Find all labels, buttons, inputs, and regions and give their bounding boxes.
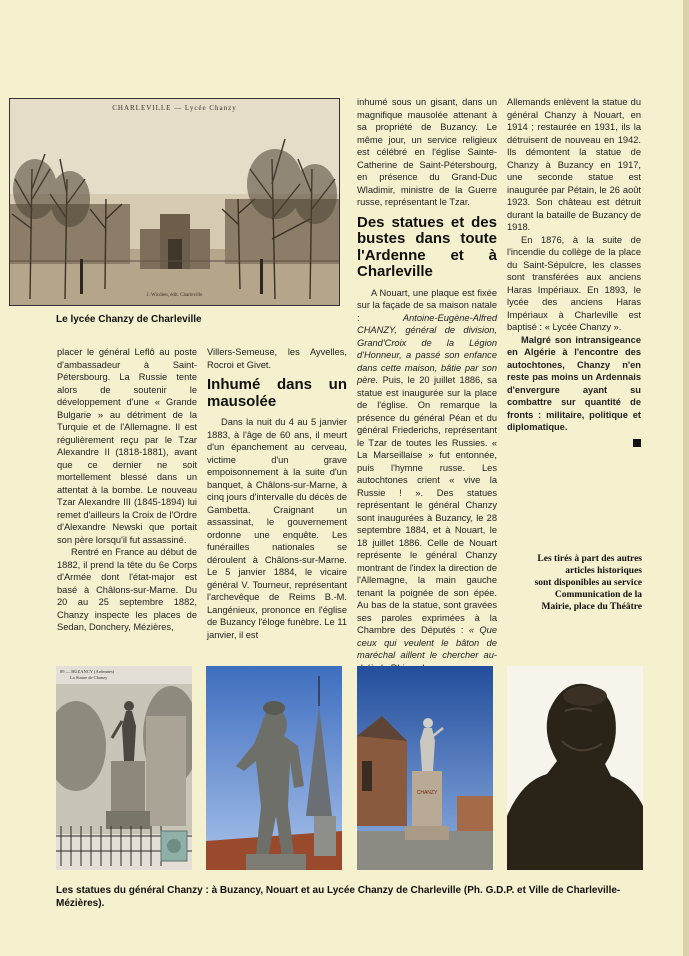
reprints-note <box>470 553 642 613</box>
column-b <box>207 346 347 641</box>
note-line-3: sont disponibles au service <box>534 578 642 588</box>
column-d <box>507 96 641 450</box>
bust-drawing <box>507 666 643 870</box>
column-a-paragraph-2: Rentré en France au début de 1882, il prend la tête du 6e Corps d'Armée dont l'état-major est basé à Châlons-sur-Marne. Du 20 au 25 septembre 1882, Chanzy inspecte les places de Sedan, Donchery, Mézières, <box>57 547 197 632</box>
buzancy-postcard-photo <box>56 666 192 870</box>
note-line-5: Mairie, place du Théâtre <box>541 602 642 612</box>
nouart-square-statue-photo <box>357 666 493 870</box>
heading-statues-bustes: Des statues et des bustes dans toute l'Ardenne et à Charleville <box>357 213 497 280</box>
end-of-article-mark <box>633 439 641 447</box>
column-b-paragraph-1: Villers-Semeuse, les Ayvelles, Rocroi et Givet. <box>207 347 347 370</box>
page-edge <box>683 0 689 956</box>
end-mark-row <box>507 438 641 451</box>
note-line-1: Les tirés à part des autres <box>537 554 642 564</box>
nouart-square-drawing <box>357 666 493 870</box>
postcard-credit: J. Wicdieu, édit. Charleville <box>146 293 203 298</box>
lycee-photo-drawing <box>10 99 339 305</box>
column-c-paragraph-2 <box>357 287 497 675</box>
column-a <box>57 346 197 634</box>
heading-inhume-mausolee: Inhumé dans un mausolée <box>207 376 347 410</box>
buzancy-photo-drawing <box>56 666 192 870</box>
column-b-paragraph-2: Dans la nuit du 4 au 5 janvier 1883, à l'âge de 60 ans, il meurt d'un épanchement au cerveau, victime d'un grave empoisonnement à la suite d'un banquet, à Châlons-sur-Marne, à cinq jours d'intervalle du décès de Gambetta. Craignant un assassinat, le gouvernement ordonne une enquête. Les funérailles nationales se déroulent à Châlons-sur-Marne. Le 5 janvier 1884, le vicaire général V. Tourneur, représentant l'archevêque de Reims B.-M. Langénieux, prononce en l'église de Buzancy l'éloge funèbre. Le 11 janvier, il est <box>207 417 347 640</box>
svg-text:CHANZY: CHANZY <box>416 790 438 796</box>
column-a-paragraph-1: placer le général Leflô au poste d'ambassadeur à Saint-Pétersbourg. La Russie tente alors de soutenir le développement d'une « Grande Bulgarie » au détriment de la Turquie et de l'Allemagne. Il est régulièrement reçu par le Tzar Alexandre II (1818-1881), avant que ce dernier ne soit mortellement blessé dans un attentat à la bombe. Le nouveau Tzar Alexandre III (1845-1894) lui remet d'ailleurs la Croix de l'Ordre d'Alexandre Newski que portait son père lorsqu'il fut assassiné. <box>57 347 197 545</box>
note-line-2: articles historiques <box>565 566 642 576</box>
nouart-closeup-drawing <box>206 666 342 870</box>
note-line-4: Communication de la <box>554 590 642 600</box>
plaque-inscription: Antoine-Eugène-Alfred CHANZY, général de division, Grand'Croix de la Légion d'Honneur, a passé son enfance dans cette maison, bâtie par son père. <box>357 312 497 385</box>
column-d-paragraph-1: Allemands enlèvent la statue du général Chanzy à Nouart, en 1914 ; restaurée en 1931, ils la détruisent de nouveau en 1942. Ils démontent la statue de Chanzy à Buzancy en 1917, une seconde statue est inaugurée par Pétain, le 26 août 1923. Son château est détruit durant la bataille de Buzancy de 1918. <box>507 97 641 232</box>
column-d-paragraph-3: Malgré son intransigeance en Algérie à l'encontre des autochtones, Chanzy n'en reste pas moins un Ardennais d'envergure ayant su combattre sur quantité de fronts : militaire, politique et diplomatique. <box>507 334 641 432</box>
buzancy-postcard-title: 89 — BUZANCY (Ardennes) <box>60 669 115 674</box>
lycee-postcard-photo <box>9 98 340 306</box>
nouart-plaque-intro: A Nouart, une plaque est fixée sur la façade de sa maison natale : <box>357 287 497 323</box>
lycee-photo-caption: Le lycée Chanzy de Charleville <box>56 314 202 325</box>
column-d-paragraph-2: En 1876, à la suite de l'incendie du collège de la place du Saint-Sépulcre, les classes sont transférées aux anciens Haras Impériaux. En 1893, le lycée des anciens Haras Impériaux à Charleville est baptisé : « Lycée Chanzy ». <box>507 234 641 332</box>
charleville-bust-photo <box>507 666 643 870</box>
nouart-statue-text: Puis, le 20 juillet 1886, sa statue est inaugurée sur la place de l'église. On remarque la présence du général Péan et du général Friederichs, représentant le Tzar de toutes les Russies. « La Marseillaise » fut entonnée, puis l'hymne russe. Les autochtones crient « vive la Russie ! ». Des statues représentant le général Chanzy sont inaugurées à Buzancy, le 28 septembre 1884, et à Nouart, le 18 juillet 1886. Celle de Nouart représente le général Chanzy montrant de l'index la direction de l'Allemagne, la main gauche tenant la poignée de son épée. Au bas de la statue, sont gravées ses paroles exprimées à la Chambre des Députés : <box>357 375 497 635</box>
chanzy-quote: « Que ceux qui veulent le bâton de maréchal aillent le chercher au- <box>357 625 497 660</box>
buzancy-postcard-subtitle: La Statue de Chanzy <box>70 675 108 680</box>
nouart-statue-closeup-photo <box>206 666 342 870</box>
postcard-sign: CHARLEVILLE — Lycée Chanzy <box>112 104 237 112</box>
bottom-photos-caption: Les statues du général Chanzy : à Buzancy, Nouart et au Lycée Chanzy de Charleville (Ph. G.D.P. et Ville de Charleville-Mézières). <box>56 885 621 909</box>
column-c-paragraph-1: inhumé sous un gisant, dans un magnifique mausolée attenant à sa propriété de Buzancy. Le même jour, un service religieux est célébré en l'église Sainte-Catherine de Saint-Pétersbourg, en présence du Grand-Duc Wladimir, ministre de la Guerre russe, représentant le Tzar. <box>357 97 497 207</box>
